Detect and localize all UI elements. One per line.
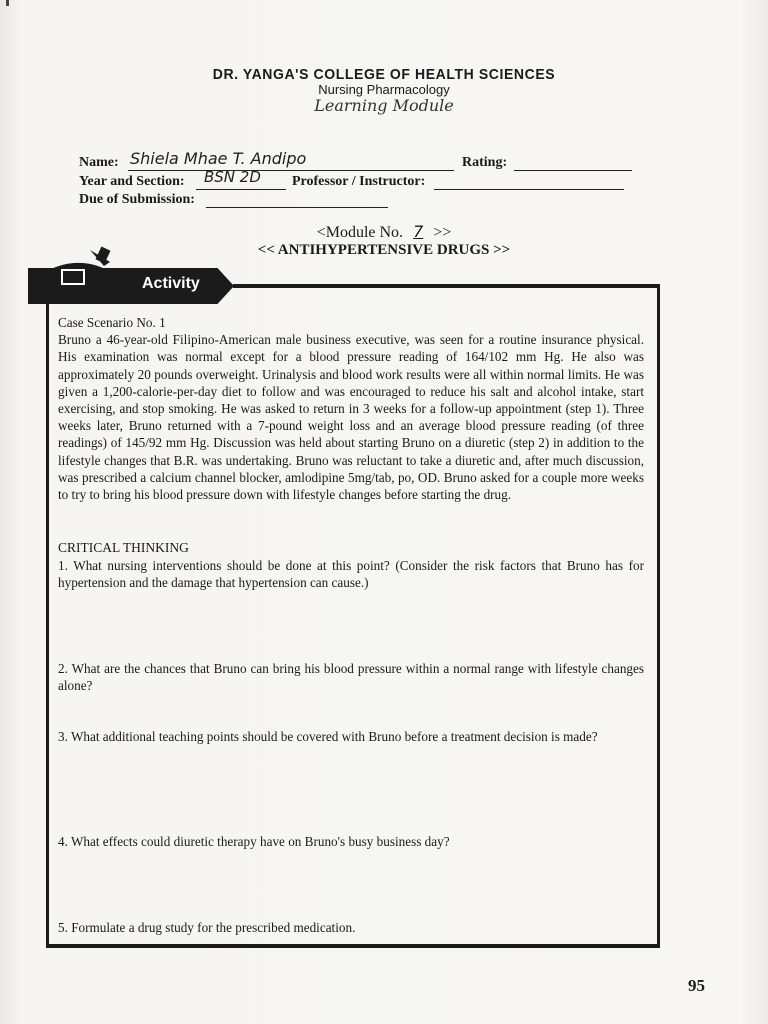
module-number: 7 (413, 222, 424, 241)
professor-label: Professor / Instructor: (292, 174, 426, 189)
question-1: 1. What nursing interventions should be done at this point? (Consider the risk factors that Bruno has for hypertension and the damage that hypertension can cause.) (58, 558, 644, 591)
module-prefix: <Module No. (316, 224, 404, 241)
question-5: 5. Formulate a drug study for the prescribed medication. (58, 920, 356, 935)
year-section-value: BSN 2D (204, 168, 261, 186)
due-line (206, 193, 388, 208)
due-label: Due of Submission: (79, 192, 195, 207)
scan-mark (6, 0, 9, 6)
module-number-line (0, 222, 768, 242)
name-label: Name: (79, 155, 119, 170)
rating-line (514, 156, 632, 171)
question-2: 2. What are the chances that Bruno can bring his blood pressure within a normal range with lifestyle changes alone? (58, 661, 644, 694)
rating-label: Rating: (462, 155, 508, 170)
module-title: << ANTIHYPERTENSIVE DRUGS >> (257, 242, 511, 258)
case-scenario (58, 314, 644, 503)
college-name: DR. YANGA'S COLLEGE OF HEALTH SCIENCES (212, 65, 556, 83)
question-3: 3. What additional teaching points should be covered with Bruno before a treatment decision is made? (58, 729, 598, 744)
module-suffix: >> (433, 224, 452, 241)
year-section-label: Year and Section: (79, 174, 185, 189)
page-number: 95 (688, 976, 705, 995)
module-type-handwritten: Learning Module (314, 96, 454, 115)
subject-name: Nursing Pharmacology (318, 82, 450, 97)
scenario-title: Case Scenario No. 1 (58, 315, 166, 330)
critical-thinking-title: CRITICAL THINKING (58, 540, 189, 555)
scenario-text: Bruno a 46-year-old Filipino-American male business executive, was seen for a routine insurance physical. His examination was normal except for a blood pressure reading of 164/102 mm Hg. He also was approximately 20 pounds overweight. Urinalysis and blood work results were all within normal limits. He was given a 1,200-calorie-per-day diet to follow and was encouraged to reduce his salt and alcohol intake, start exercising, and stop smoking. He was asked to return in 3 weeks for a follow-up appointment (step 1). Three weeks later, Bruno returned with a 7-pound weight loss and an average blood pressure reading (of three readings) of 145/92 mm Hg. Discussion was held about starting Bruno on a diuretic (step 2) in addition to the lifestyle changes that B.R. was undertaking. Bruno was reluctant to take a diuretic and, after much discussion, was prescribed a calcium channel blocker, amlodipine 5mg/tab, po, OD. Bruno asked for a couple more weeks to try to bring his blood pressure down with lifestyle changes before starting the drug. (58, 332, 644, 503)
professor-line (434, 175, 624, 190)
name-value: Shiela Mhae T. Andipo (130, 149, 307, 168)
question-4: 4. What effects could diuretic therapy have on Bruno's busy business day? (58, 834, 450, 849)
activity-label: Activity (142, 275, 200, 292)
